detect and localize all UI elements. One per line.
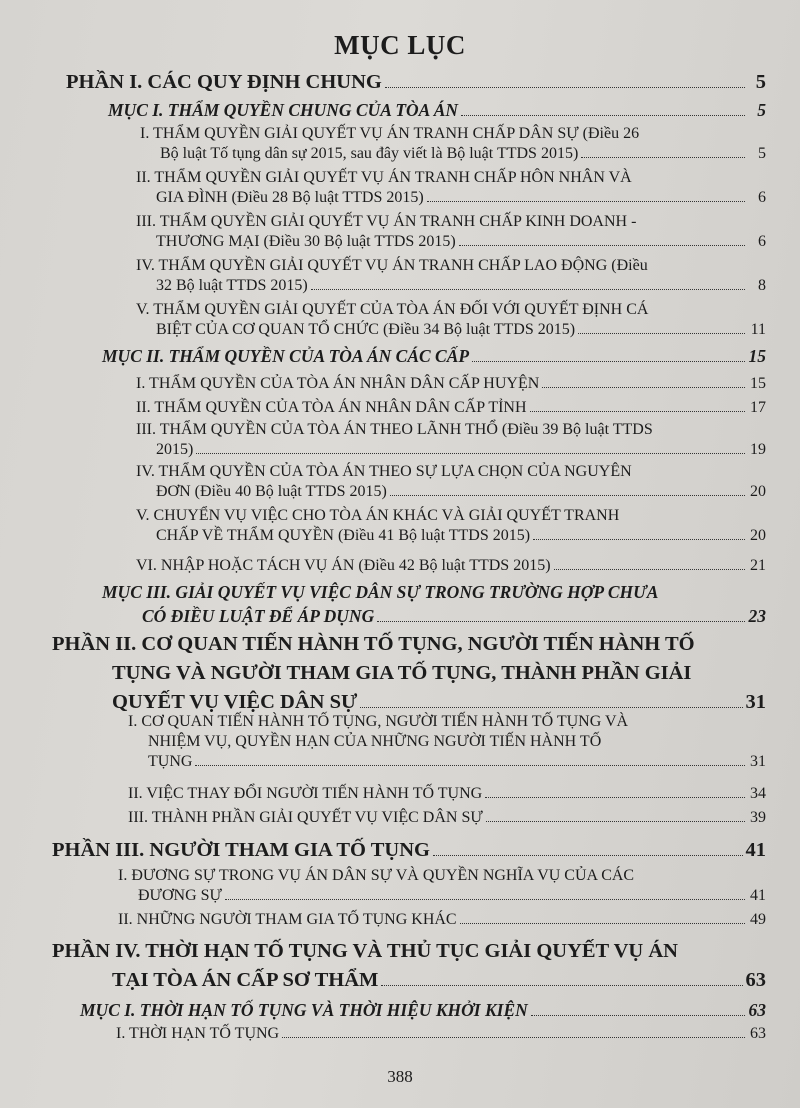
toc-page-number: 6 xyxy=(758,189,766,206)
toc-entry-line: BIỆT CỦA CƠ QUAN TỔ CHỨC (Điều 34 Bộ luật TTDS 2015) xyxy=(156,321,576,338)
toc-page-number: 20 xyxy=(750,527,766,544)
toc-entry-line: NHIỆM VỤ, QUYỀN HẠN CỦA NHỮNG NGƯỜI TIẾN HÀNH TỐ xyxy=(148,733,602,750)
toc-entry-line: III. THẨM QUYỀN CỦA TÒA ÁN THEO LÃNH THỔ (Điều 39 Bộ luật TTDS xyxy=(136,421,653,438)
toc-page-number: 6 xyxy=(758,233,766,250)
toc-entry-item xyxy=(116,1024,766,1044)
toc-entry-line: V. CHUYỂN VỤ VIỆC CHO TÒA ÁN KHÁC VÀ GIẢI QUYẾT TRANH xyxy=(136,507,620,524)
toc-entry-line: II. NHỮNG NGƯỜI THAM GIA TỐ TỤNG KHÁC xyxy=(118,911,457,928)
dot-leader xyxy=(390,494,745,496)
toc-page-number: 23 xyxy=(748,606,766,626)
dot-leader xyxy=(360,706,742,708)
toc-entry-part xyxy=(52,937,766,995)
toc-page-number: 41 xyxy=(750,887,766,904)
dot-leader xyxy=(461,114,745,116)
toc-entry-line: TỤNG xyxy=(148,753,193,770)
dot-leader xyxy=(581,156,745,158)
toc-entry-line: Bộ luật Tố tụng dân sự 2015, sau đây viết là Bộ luật TTDS 2015) xyxy=(160,145,579,162)
toc-entry-line: CÓ ĐIỀU LUẬT ĐỂ ÁP DỤNG xyxy=(142,606,375,626)
toc-page-number: 49 xyxy=(750,911,766,928)
toc-entry-line: TẠI TÒA ÁN CẤP SƠ THẨM xyxy=(112,969,379,991)
dot-leader xyxy=(554,568,745,570)
toc-entry-item xyxy=(128,808,766,828)
toc-entry-line: GIA ĐÌNH (Điều 28 Bộ luật TTDS 2015) xyxy=(156,189,424,206)
toc-entry-item xyxy=(136,420,766,460)
dot-leader xyxy=(195,764,745,766)
toc-entry-item xyxy=(128,784,766,804)
toc-entry-line: MỤC I. THẨM QUYỀN CHUNG CỦA TÒA ÁN xyxy=(108,100,459,120)
toc-entry-item xyxy=(136,556,766,576)
toc-entry-muc xyxy=(80,998,766,1022)
dot-leader xyxy=(485,796,745,798)
toc-entry-line: QUYẾT VỤ VIỆC DÂN SỰ xyxy=(112,691,358,713)
toc-entry-line: 2015) xyxy=(156,441,194,458)
toc-entry-line: II. VIỆC THAY ĐỔI NGƯỜI TIẾN HÀNH TỐ TỤNG xyxy=(128,785,483,802)
dot-leader xyxy=(427,200,745,202)
toc-page-number: 63 xyxy=(750,1025,766,1042)
dot-leader xyxy=(542,386,745,388)
toc-entry-line: II. THẨM QUYỀN CỦA TÒA ÁN NHÂN DÂN CẤP TỈNH xyxy=(136,399,527,416)
toc-entry-part xyxy=(52,630,766,717)
toc-entry-part xyxy=(66,68,766,97)
toc-entry-part xyxy=(52,836,766,865)
dot-leader xyxy=(196,452,745,454)
toc-entry-line: ĐƯƠNG SỰ xyxy=(138,887,222,904)
toc-entry-line: I. ĐƯƠNG SỰ TRONG VỤ ÁN DÂN SỰ VÀ QUYỀN NGHĨA VỤ CỦA CÁC xyxy=(118,867,635,884)
dot-leader xyxy=(311,288,745,290)
toc-entry-item xyxy=(118,866,766,906)
dot-leader xyxy=(377,620,745,622)
dot-leader xyxy=(460,922,745,924)
dot-leader xyxy=(472,360,745,362)
page-number: 388 xyxy=(387,1067,413,1086)
dot-leader xyxy=(433,854,743,856)
toc-page-number: 34 xyxy=(750,785,766,802)
dot-leader xyxy=(531,1014,745,1016)
dot-leader xyxy=(530,410,745,412)
toc-entry-line: I. THẨM QUYỀN GIẢI QUYẾT VỤ ÁN TRANH CHẤP DÂN SỰ (Điều 26 xyxy=(140,125,640,142)
toc-entry-line: III. THÀNH PHẦN GIẢI QUYẾT VỤ VIỆC DÂN SỰ xyxy=(128,809,483,826)
toc-entry-line: V. THẨM QUYỀN GIẢI QUYẾT CỦA TÒA ÁN ĐỐI VỚI QUYẾT ĐỊNH CÁ xyxy=(136,301,649,318)
toc-page-number: 11 xyxy=(750,321,766,338)
toc-entry-line: PHẦN III. NGƯỜI THAM GIA TỐ TỤNG xyxy=(52,839,430,861)
toc-entry-item xyxy=(136,212,766,252)
toc-entry-line: PHẦN I. CÁC QUY ĐỊNH CHUNG xyxy=(66,71,382,93)
toc-page-number: 63 xyxy=(745,969,766,991)
toc-entry-item xyxy=(136,462,766,502)
toc-entry-item xyxy=(136,506,766,546)
toc-page-number: 5 xyxy=(755,71,766,93)
dot-leader xyxy=(486,820,745,822)
toc-entry-line: VI. NHẬP HOẶC TÁCH VỤ ÁN (Điều 42 Bộ luật TTDS 2015) xyxy=(136,557,551,574)
dot-leader xyxy=(385,86,745,88)
toc-page-number: 15 xyxy=(748,346,766,366)
toc-entry-item xyxy=(136,300,766,340)
toc-entry-line: IV. THẨM QUYỀN GIẢI QUYẾT VỤ ÁN TRANH CHẤP LAO ĐỘNG (Điều xyxy=(136,257,648,274)
toc-entry-line: III. THẨM QUYỀN GIẢI QUYẾT VỤ ÁN TRANH CHẤP KINH DOANH - xyxy=(136,213,637,230)
toc-entry-line: MỤC I. THỜI HẠN TỐ TỤNG VÀ THỜI HIỆU KHỞI KIỆN xyxy=(80,1000,528,1020)
toc-entry-item xyxy=(136,374,766,394)
toc-entry-line: TỤNG VÀ NGƯỜI THAM GIA TỐ TỤNG, THÀNH PHẦN GIẢI xyxy=(112,662,692,684)
toc-page-number: 31 xyxy=(745,691,766,713)
toc-entry-line: IV. THẨM QUYỀN CỦA TÒA ÁN THEO SỰ LỰA CHỌN CỦA NGUYÊN xyxy=(136,463,632,480)
toc-entry-muc xyxy=(102,580,766,628)
toc-page-number: 41 xyxy=(745,839,766,861)
toc-page-number: 21 xyxy=(750,557,766,574)
toc-entry-item xyxy=(136,168,766,208)
toc-page-number: 17 xyxy=(750,399,766,416)
toc-entry-line: 32 Bộ luật TTDS 2015) xyxy=(156,277,308,294)
toc-entry-line: ĐƠN (Điều 40 Bộ luật TTDS 2015) xyxy=(156,483,387,500)
toc-entry-muc xyxy=(108,98,766,122)
toc-entry-line: II. THẨM QUYỀN GIẢI QUYẾT VỤ ÁN TRANH CHẤP HÔN NHÂN VÀ xyxy=(136,169,632,186)
toc-entry-line: MỤC III. GIẢI QUYẾT VỤ VIỆC DÂN SỰ TRONG TRƯỜNG HỢP CHƯA xyxy=(102,582,659,602)
toc-page-number: 5 xyxy=(757,100,766,120)
dot-leader xyxy=(533,538,745,540)
toc-page-number: 31 xyxy=(750,753,766,770)
dot-leader xyxy=(578,332,745,334)
toc-entry-item xyxy=(128,712,766,772)
dot-leader xyxy=(225,898,745,900)
toc-page-number: 15 xyxy=(750,375,766,392)
toc-entry-line: THƯƠNG MẠI (Điều 30 Bộ luật TTDS 2015) xyxy=(156,233,456,250)
toc-page-number: 20 xyxy=(750,483,766,500)
toc-page-number: 5 xyxy=(758,145,766,162)
toc-entry-item xyxy=(118,910,766,930)
toc-page-number: 63 xyxy=(748,1000,766,1020)
dot-leader xyxy=(381,984,742,986)
toc-entry-muc xyxy=(102,344,766,368)
toc-entry-item xyxy=(136,256,766,296)
page-title: MỤC LỤC xyxy=(334,30,466,60)
toc-entry-line: I. CƠ QUAN TIẾN HÀNH TỐ TỤNG, NGƯỜI TIẾN HÀNH TỐ TỤNG VÀ xyxy=(128,713,629,730)
toc-entry-line: MỤC II. THẨM QUYỀN CỦA TÒA ÁN CÁC CẤP xyxy=(102,346,470,366)
toc-page-number: 39 xyxy=(750,809,766,826)
toc-entry-item xyxy=(140,124,766,164)
toc-entry-item xyxy=(136,398,766,418)
toc-page-number: 19 xyxy=(750,441,766,458)
dot-leader xyxy=(282,1036,745,1038)
dot-leader xyxy=(459,244,745,246)
toc-entry-line: CHẤP VỀ THẨM QUYỀN (Điều 41 Bộ luật TTDS 2015) xyxy=(156,527,531,544)
toc-page-number: 8 xyxy=(758,277,766,294)
toc-entry-line: I. THỜI HẠN TỐ TỤNG xyxy=(116,1025,280,1042)
toc-entry-line: I. THẨM QUYỀN CỦA TÒA ÁN NHÂN DÂN CẤP HUYỆN xyxy=(136,375,540,392)
toc-entry-line: PHẦN II. CƠ QUAN TIẾN HÀNH TỐ TỤNG, NGƯỜI TIẾN HÀNH TỐ xyxy=(52,633,695,655)
toc-entry-line: PHẦN IV. THỜI HẠN TỐ TỤNG VÀ THỦ TỤC GIẢI QUYẾT VỤ ÁN xyxy=(52,940,678,962)
